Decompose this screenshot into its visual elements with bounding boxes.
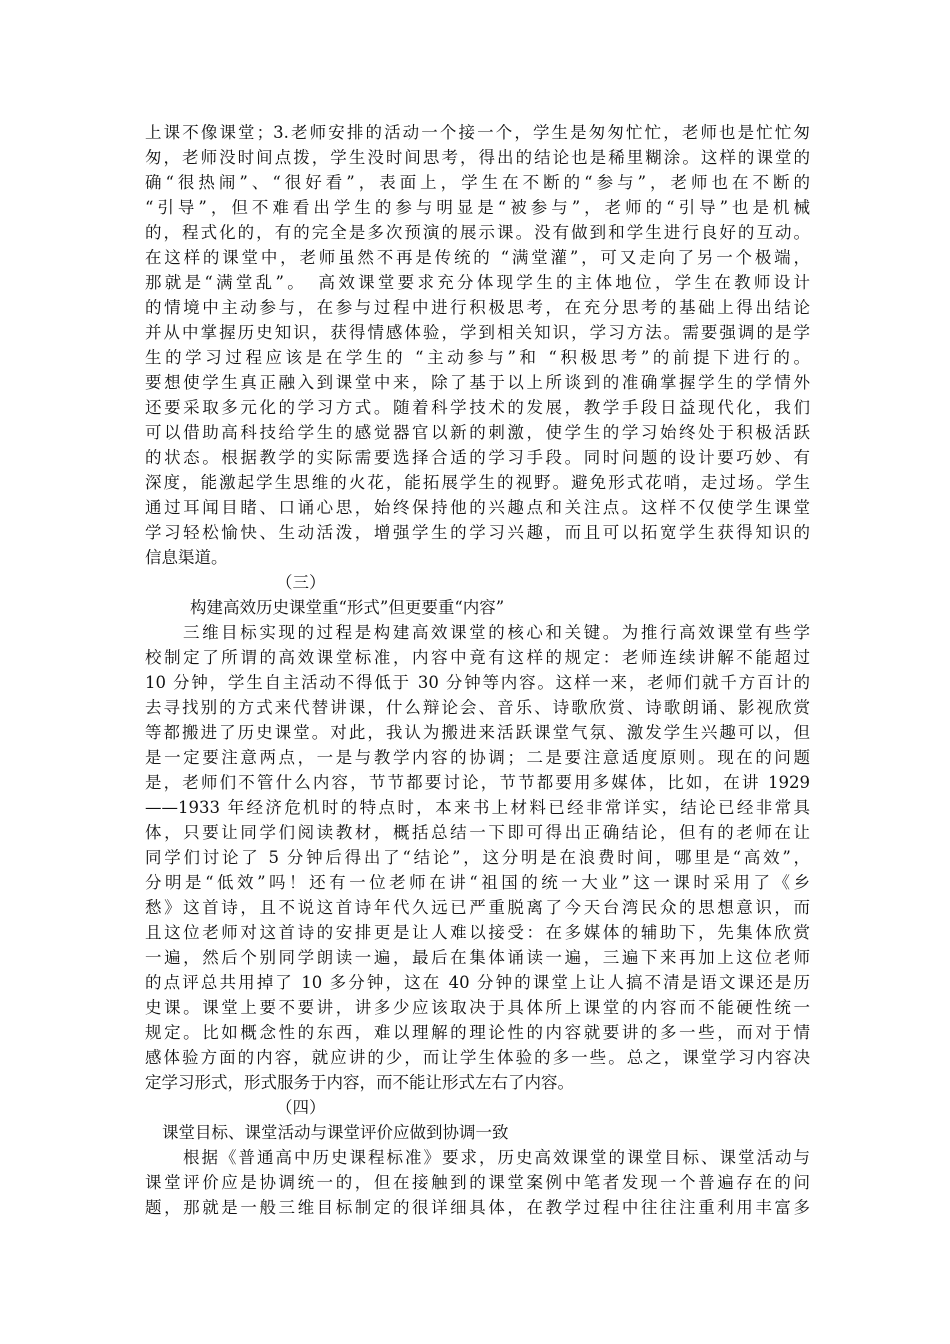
paragraph-line: 同学们讨论了 5 分钟后得出了“结论”，这分明是在浪费时间，哪里是“高效”， [145,848,810,867]
paragraph-line: 分明是“低效”吗！还有一位老师在讲“祖国的统一大业”这一课时采用了《乡 [145,873,810,892]
paragraph-line: 的点评总共用掉了 10 多分钟，这在 40 分钟的课堂上让人搞不清是语文课还是历 [145,973,810,992]
paragraph-line: 一遍，然后个别同学朗读一遍，最后在集体诵读一遍，三遍下来再加上这位老师 [145,948,810,967]
paragraph-line: 那就是“满堂乱”。 高效课堂要求充分体现学生的主体地位，学生在教师设计 [145,273,810,292]
paragraph-line: 在这样的课堂中，老师虽然不再是传统的 “满堂灌”，可又走向了另一个极端， [145,248,810,267]
paragraph-line: 课堂评价应是协调统一的，但在接触到的课堂案例中笔者发现一个普遍存在的问 [145,1173,810,1192]
section-heading: 构建高效历史课堂重“形式”但更要重“内容” [190,598,505,617]
paragraph-line: 感体验方面的内容，就应讲的少，而让学生体验的多一些。总之，课堂学习内容决 [145,1048,810,1067]
paragraph-line: 体，只要让同学们阅读教材，概括总结一下即可得出正确结论，但有的老师在让 [145,823,810,842]
paragraph-line: 的状态。根据教学的实际需要选择合适的学习手段。同时问题的设计要巧妙、有 [145,448,810,467]
paragraph-line: 学习轻松愉快、生动活泼，增强学生的学习兴趣，而且可以拓宽学生获得知识的 [145,523,810,542]
paragraph-line: 题，那就是一般三维目标制定的很详细具体，在教学过程中往往注重利用丰富多 [145,1198,810,1217]
paragraph-line: 上课不像课堂；3.老师安排的活动一个接一个，学生是匆匆忙忙，老师也是忙忙匆 [145,123,810,142]
paragraph-line: 生的学习过程应该是在学生的 “主动参与”和 “积极思考”的前提下进行的。 [145,348,810,367]
paragraph-line: 信息渠道。 [145,548,228,567]
section-number: （三） [276,573,326,592]
paragraph-line: 匆，老师没时间点拨，学生没时间思考，得出的结论也是稀里糊涂。这样的课堂的 [145,148,810,167]
paragraph-line: 且这位老师对这首诗的安排更是让人难以接受：在多媒体的辅助下，先集体欣赏 [145,923,810,942]
paragraph-line: 史课。课堂上要不要讲，讲多少应该取决于具体所上课堂的内容而不能硬性统一 [145,998,810,1017]
paragraph-line: 深度，能激起学生思维的火花，能拓展学生的视野。避免形式花哨，走过场。学生 [145,473,810,492]
paragraph-line: 10 分钟，学生自主活动不得低于 30 分钟等内容。这样一来，老师们就千方百计的 [145,673,810,692]
paragraph-line: 并从中掌握历史知识，获得情感体验，学到相关知识，学习方法。需要强调的是学 [145,323,810,342]
paragraph-line: 根据《普通高中历史课程标准》要求，历史高效课堂的课堂目标、课堂活动与 [183,1148,810,1167]
paragraph-line: 通过耳闻目睹、口诵心思，始终保持他的兴趣点和关注点。这样不仅使学生课堂 [145,498,810,517]
paragraph-line: 可以借助高科技给学生的感觉器官以新的刺激，使学生的学习始终处于积极活跃 [145,423,810,442]
paragraph-line: 是一定要注意两点，一是与教学内容的协调；二是要注意适度原则。现在的问题 [145,748,810,767]
paragraph-line: “引导”，但不难看出学生的参与明显是“被参与”，老师的“引导”也是机械 [145,198,810,217]
section-number: （四） [276,1098,326,1117]
paragraph-line: 的情境中主动参与，在参与过程中进行积极思考，在充分思考的基础上得出结论 [145,298,810,317]
paragraph-line: 是，老师们不管什么内容，节节都要讨论，节节都要用多媒体，比如，在讲 1929 [145,773,810,792]
paragraph-line: 确“很热闹”、“很好看”，表面上，学生在不断的“参与”，老师也在不断的 [145,173,810,192]
section-heading: 课堂目标、课堂活动与课堂评价应做到协调一致 [162,1123,509,1142]
paragraph-line: 还要采取多元化的学习方式。随着科学技术的发展，教学手段日益现代化，我们 [145,398,810,417]
paragraph-line: 校制定了所谓的高效课堂标准，内容中竟有这样的规定：老师连续讲解不能超过 [145,648,810,667]
paragraph-line: 三维目标实现的过程是构建高效课堂的核心和关键。为推行高效课堂有些学 [183,623,810,642]
paragraph-line: 规定。比如概念性的东西，难以理解的理论性的内容就要讲的多一些，而对于情 [145,1023,810,1042]
paragraph-line: 要想使学生真正融入到课堂中来，除了基于以上所谈到的准确掌握学生的学情外 [145,373,810,392]
paragraph-line: 愁》这首诗，且不说这首诗年代久远已严重脱离了今天台湾民众的思想意识，而 [145,898,810,917]
paragraph-line: 等都搬进了历史课堂。对此，我认为搬进来活跃课堂气氛、激发学生兴趣可以，但 [145,723,810,742]
paragraph-line: 去寻找别的方式来代替讲课，什么辩论会、音乐、诗歌欣赏、诗歌朗诵、影视欣赏 [145,698,810,717]
paragraph-line: 的，程式化的，有的完全是多次预演的展示课。没有做到和学生进行良好的互动。 [145,223,810,242]
paragraph-line: 定学习形式，形式服务于内容，而不能让形式左右了内容。 [145,1073,574,1092]
paragraph-line: ——1933 年经济危机时的特点时，本来书上材料已经非常详实，结论已经非常具 [145,798,810,817]
